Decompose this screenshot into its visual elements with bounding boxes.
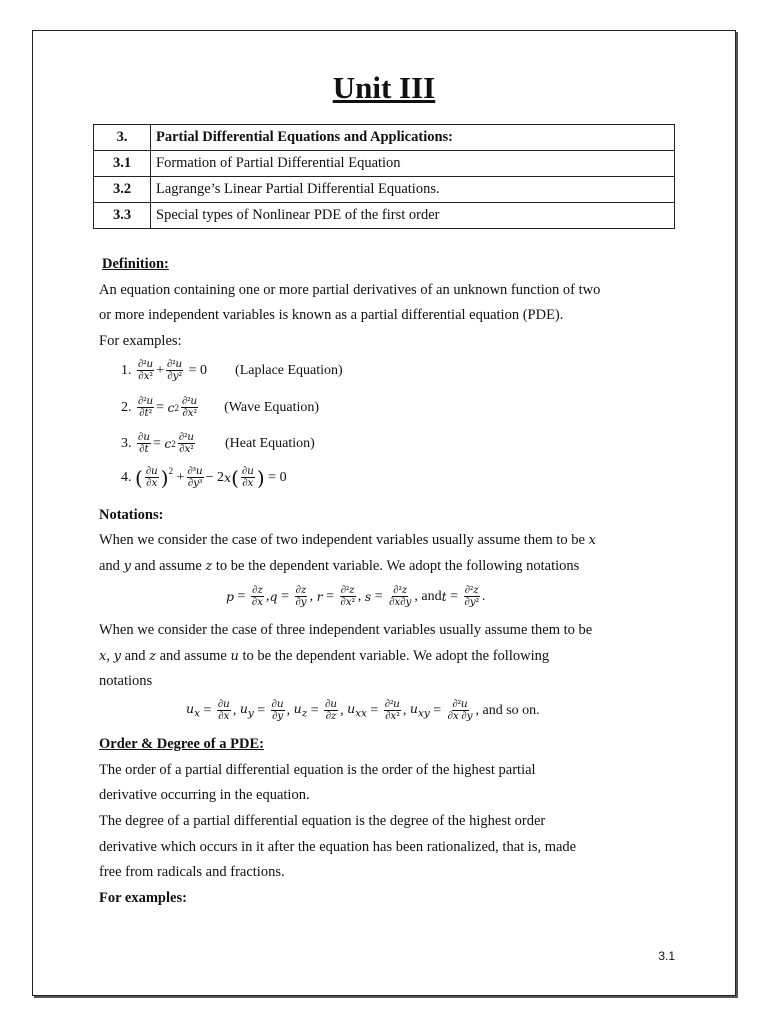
degree-text-line: free from radicals and fractions. [99,864,285,880]
notations-heading: Notations: [99,507,164,523]
equation-name: (Wave Equation) [224,399,320,415]
example-number: 1. [121,362,132,378]
equation-name: (Heat Equation) [225,435,315,451]
notations-text-line: and y and assume z to be the dependent variable. We adopt the following notations [99,558,580,574]
section-title: Partial Differential Equations and Applications: [151,125,675,151]
example-number: 3. [121,435,132,451]
order-degree-heading: Order & Degree of a PDE: [99,736,264,752]
contents-table [93,124,675,229]
section-title: Formation of Partial Differential Equation [151,151,675,177]
notation-equation-pqrst: p = ∂z ∂x , q = ∂z ∂y , r = ∂²z ∂x² , s = ∂²z ∂x∂y , and t = ∂²z ∂y² . [226,584,486,608]
definition-text-line: An equation containing one or more partial derivatives of an unknown function of two [99,282,601,298]
degree-text-line: derivative which occurs in it after the equation has been rationalized, that is, made [99,839,577,855]
notation-equation-subscripts: $u_x$ = ∂u ∂x , $u_y$ = ∂u ∂y , $u_z$ = ∂u ∂z , $u_{xx}$ = ∂²u ∂x² , $u_{xy}$ = ∂²u ∂x ∂y , and so on. [186,698,540,722]
equation-name: (Laplace Equation) [235,362,343,378]
example-equation-wave: 2. ∂²u ∂t² = c 2 ∂²u ∂x² (Wave Equation) [121,395,320,419]
example-equation-laplace: 1. ∂²u ∂x² + ∂²u ∂y² = 0 (Laplace Equation) [121,358,343,382]
section-number: 3. [94,125,151,151]
degree-text-line: The degree of a partial differential equation is the degree of the highest order [99,813,546,829]
page-title: Unit III [332,70,436,105]
section-number: 3.2 [94,177,151,203]
notations-text-line: notations [99,673,153,689]
section-title: Special types of Nonlinear PDE of the first order [151,203,675,229]
section-number: 3.1 [94,151,151,177]
example-number: 2. [121,399,132,415]
notations-text-line: x, y and z and assume u to be the dependent variable. We adopt the following [99,648,550,664]
order-text-line: derivative occurring in the equation. [99,787,310,803]
table-row [94,203,675,229]
page-number: 3.1 [658,949,675,963]
section-title: Lagrange’s Linear Partial Differential Equations. [151,177,675,203]
example-equation-heat: 3. ∂u ∂t = c 2 ∂²u ∂x² (Heat Equation) [121,431,315,455]
section-number: 3.3 [94,203,151,229]
table-row [94,125,675,151]
example-equation-4: 4. ( ∂u ∂x ) $^2$ + ∂³u ∂y³ − 2 x ( ∂u ∂x ) = 0 [121,465,287,490]
definition-heading: Definition: [102,256,169,272]
definition-text-line: or more independent variables is known as a partial differential equation (PDE). [99,307,564,323]
examples-label: For examples: [99,333,182,349]
order-text-line: The order of a partial differential equation is the order of the highest partial [99,762,536,778]
table-row [94,151,675,177]
examples-label: For examples: [99,890,187,906]
notations-text-line: When we consider the case of three independent variables usually assume them to be [99,622,593,638]
table-row [94,177,675,203]
notations-text-line: When we consider the case of two independent variables usually assume them to be x [99,532,596,548]
example-number: 4. [121,469,132,485]
